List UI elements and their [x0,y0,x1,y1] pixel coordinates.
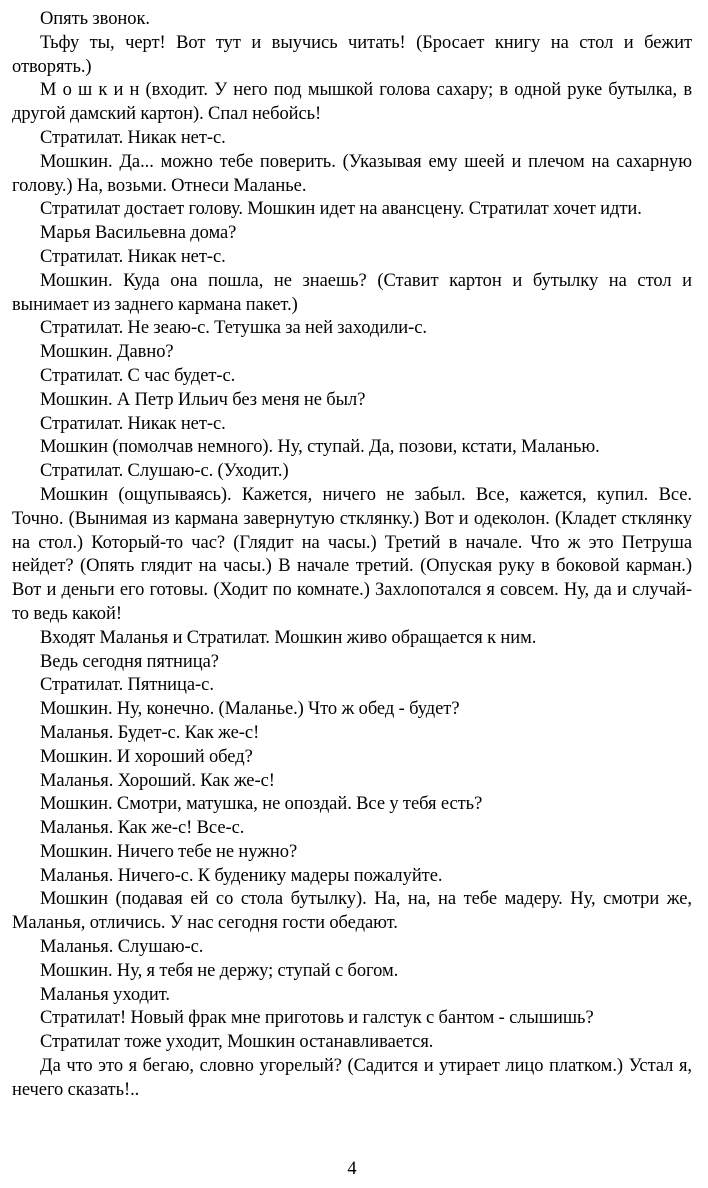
paragraph: Стратилат. Слушаю-с. (Уходит.) [40,461,289,482]
paragraph: Стратилат. Никак нет-с. [40,127,226,148]
paragraph: Да что это я бегаю, словно угорелый? (Садится и утирает лицо платком.) Устал я, нечего сказать!.. [12,1056,692,1100]
document-page [12,0,692,1188]
paragraph: Марья Васильевна дома? [40,223,237,244]
paragraph: Мошкин. Смотри, матушка, не опоздай. Все у тебя есть? [40,794,483,815]
paragraph: Стратилат. Пятница-с. [40,675,214,696]
play-text [12,8,692,1103]
paragraph: Опять звонок. [40,9,150,29]
paragraph: Маланья. Слушаю-с. [40,937,204,958]
paragraph: Маланья. Будет-с. Как же-с! [40,722,260,743]
paragraph: Мошкин (ощупываясь). Кажется, ничего не забыл. Все, кажется, купил. Все. Точно. (Вынимая из кармана завернутую стклянку.) Вот и одеколон. (Кладет стклянку на стол.) Который-то час? (Глядит на часы.) Третий в начале. Что ж это Петруша нейдет? (Опять глядит на часы.) В начале третий. (Опуская руку в боковой карман.) Вот и деньги его готовы. (Ходит по комнате.) Захлопотался я совсем. Ну, да и случай-то ведь какой! [12,484,692,624]
paragraph: Стратилат. Никак нет-с. [40,413,226,434]
paragraph: Стратилат. Никак нет-с. [40,246,226,267]
paragraph: Входят Маланья и Стратилат. Мошкин живо обращается к ним. [40,627,537,648]
page-number: 4 [347,1159,357,1179]
paragraph: Мошкин (помолчав немного). Ну, ступай. Да, позови, кстати, Маланью. [40,437,600,458]
paragraph: Мошкин. Куда она пошла, не знаешь? (Ставит картон и бутылку на стол и вынимает из заднего кармана пакет.) [12,270,692,315]
paragraph: Мошкин. Давно? [40,342,174,363]
paragraph: Ведь сегодня пятница? [40,651,219,672]
paragraph: Мошкин. Ну, конечно. (Маланье.) Что ж обед - будет? [40,699,460,720]
paragraph: Маланья уходит. [40,984,170,1005]
paragraph: М о ш к и н (входит. У него под мышкой голова сахару; в одной руке бутылка, в другой дамский картон). Спал небойсь! [12,80,692,125]
paragraph: Мошкин. А Петр Ильич без меня не был? [40,389,366,410]
paragraph: Маланья. Ничего-с. К буденику мадеры пожалуйте. [40,865,443,886]
paragraph: Мошкин. Ну, я тебя не держу; ступай с богом. [40,960,399,981]
paragraph: Стратилат. С час будет-с. [40,365,236,386]
paragraph: Стратилат! Новый фрак мне приготовь и галстук с бантом - слышишь? [40,1008,594,1029]
paragraph: Мошкин. Да... можно тебе поверить. (Указывая ему шеей и плечом на сахарную голову.) На, возьми. Отнеси Маланье. [12,151,692,196]
paragraph: Маланья. Хороший. Как же-с! [40,770,275,791]
paragraph: Мошкин (подавая ей со стола бутылку). На, на, на тебе мадеру. Ну, смотри же, Маланья, отличись. У нас сегодня гости обедают. [12,889,692,934]
paragraph: Маланья. Как же-с! Все-с. [40,818,245,839]
paragraph: Мошкин. Ничего тебе не нужно? [40,841,298,862]
paragraph: Стратилат. Не зеаю-с. Тетушка за ней заходили-с. [40,318,427,339]
paragraph: Стратилат достает голову. Мошкин идет на авансцену. Стратилат хочет идти. [40,199,642,220]
paragraph: Тьфу ты, черт! Вот тут и выучись читать! (Бросает книгу на стол и бежит отворять.) [12,32,692,77]
paragraph: Стратилат тоже уходит, Мошкин останавливается. [40,1032,434,1053]
paragraph: Мошкин. И хороший обед? [40,746,253,767]
